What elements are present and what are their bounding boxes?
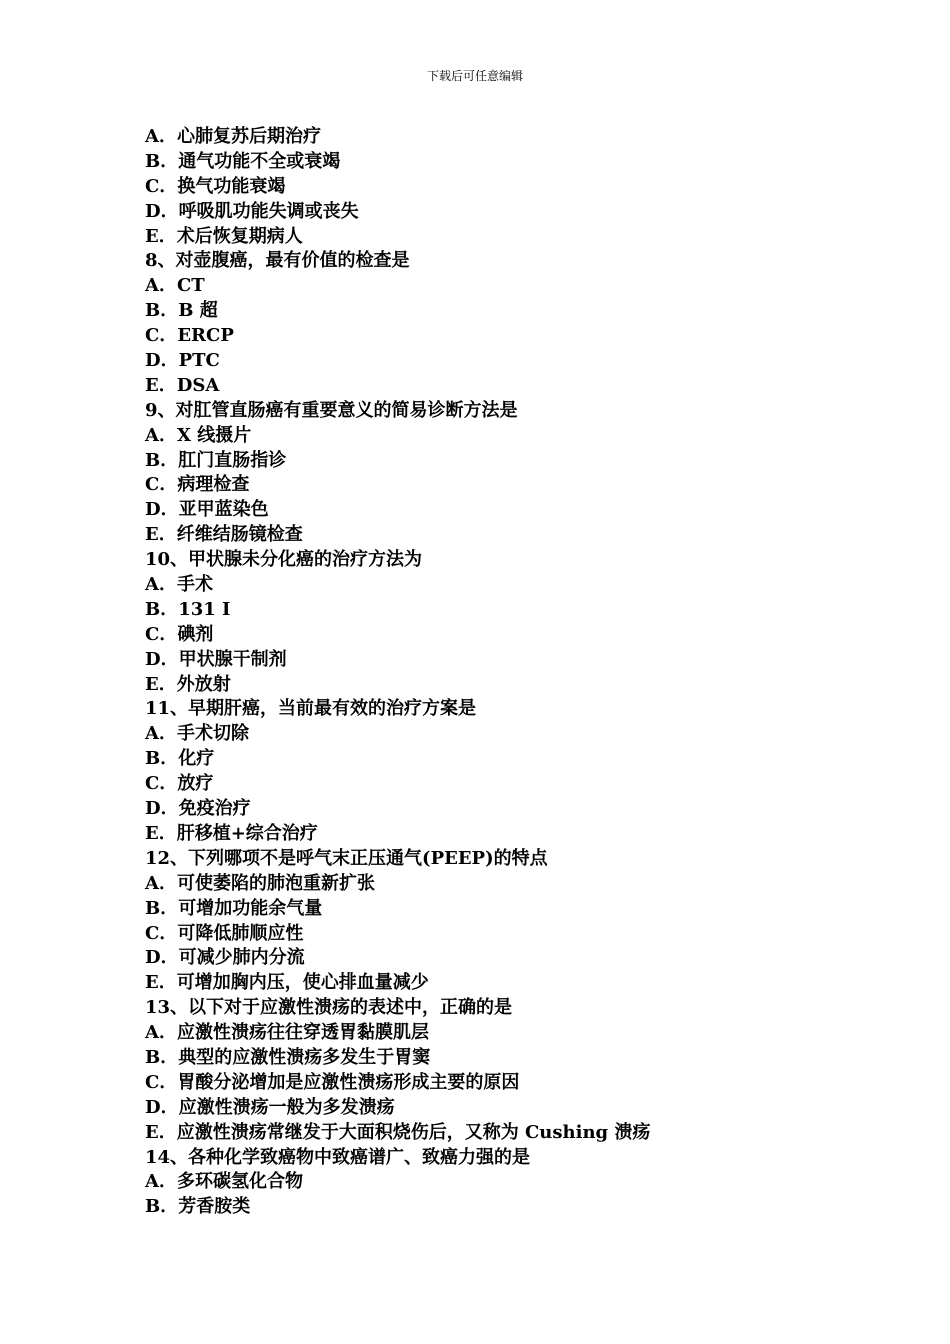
text-line: A．多环碳氢化合物 <box>145 1171 303 1193</box>
text-line: A．手术 <box>145 574 213 596</box>
text-line: E．应激性溃疡常继发于大面积烧伤后，又称为 Cushing 溃疡 <box>145 1121 651 1143</box>
text-line: C．换气功能衰竭 <box>145 175 286 197</box>
text-line: A．手术切除 <box>145 723 249 745</box>
question-line: 14、各种化学致癌物中致癌谱广、致癌力强的是 <box>145 1146 531 1168</box>
text-line: C．病理检查 <box>145 474 250 496</box>
text-line: A．可使萎陷的肺泡重新扩张 <box>145 872 375 894</box>
text-line: E．DSA <box>145 374 220 396</box>
text-line: E．外放射 <box>145 673 231 695</box>
text-line: D．亚甲蓝染色 <box>145 499 269 521</box>
text-line: D．呼吸肌功能失调或丧失 <box>145 200 359 222</box>
question-line: 12、下列哪项不是呼气末正压通气(PEEP)的特点 <box>145 847 548 869</box>
text-line: C．放疗 <box>145 773 214 795</box>
text-line: E．术后恢复期病人 <box>145 225 303 247</box>
text-line: D．免疫治疗 <box>145 798 251 820</box>
text-line: B．通气功能不全或衰竭 <box>145 150 341 172</box>
question-list <box>145 125 865 1220</box>
question-line: 8、对壶腹癌，最有价值的检查是 <box>145 250 410 272</box>
page-header-note: 下载后可任意编辑 <box>426 69 523 83</box>
question-line: 13、以下对于应激性溃疡的表述中，正确的是 <box>145 997 513 1019</box>
text-line: B．可增加功能余气量 <box>145 897 323 919</box>
text-line: D．可减少肺内分流 <box>145 947 305 969</box>
text-line: B．芳香胺类 <box>145 1196 251 1218</box>
text-line: B．化疗 <box>145 748 215 770</box>
text-line: C．碘剂 <box>145 623 214 645</box>
text-line: A．应激性溃疡往往穿透胃黏膜肌层 <box>145 1022 429 1044</box>
text-line: A．X 线摄片 <box>145 424 252 446</box>
question-line: 9、对肛管直肠癌有重要意义的简易诊断方法是 <box>145 399 518 421</box>
text-line: D．甲状腺干制剂 <box>145 648 287 670</box>
text-line: B．肛门直肠指诊 <box>145 449 287 471</box>
text-line: D．PTC <box>145 350 220 372</box>
text-line: D．应激性溃疡一般为多发溃疡 <box>145 1096 395 1118</box>
text-line: E．可增加胸内压，使心排血量减少 <box>145 972 429 994</box>
question-line: 11、早期肝癌，当前最有效的治疗方案是 <box>145 698 477 720</box>
text-line: A．CT <box>145 275 205 297</box>
text-line: E．纤维结肠镜检查 <box>145 524 303 546</box>
text-line: B．典型的应激性溃疡多发生于胃窦 <box>145 1046 431 1068</box>
text-line: A．心肺复苏后期治疗 <box>145 126 321 147</box>
text-line: E．肝移植+综合治疗 <box>145 822 318 844</box>
text-line: B．131 I <box>145 598 231 620</box>
text-line: C．可降低肺顺应性 <box>145 922 304 944</box>
text-line: C．ERCP <box>145 325 234 347</box>
text-line: C．胃酸分泌增加是应激性溃疡形成主要的原因 <box>145 1071 520 1093</box>
text-line: B．B 超 <box>145 300 218 322</box>
question-line: 10、甲状腺未分化癌的治疗方法为 <box>145 549 423 571</box>
